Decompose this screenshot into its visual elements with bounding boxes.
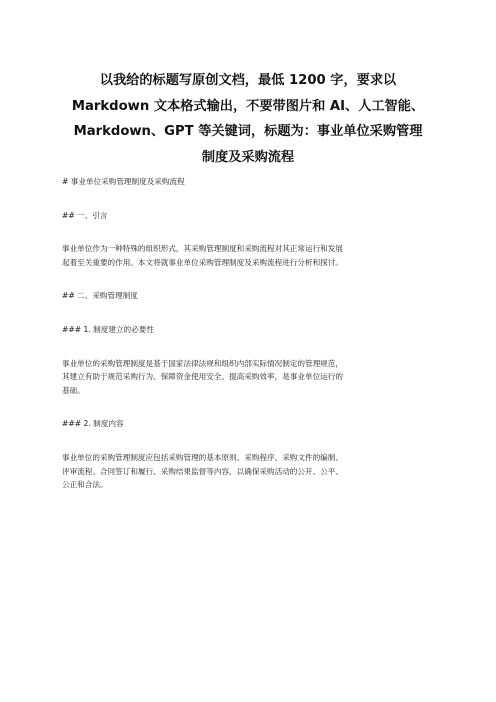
paragraph-intro xyxy=(62,242,440,269)
heading-h3-necessity xyxy=(62,323,440,337)
text-line: 其建立有助于规范采购行为、保障资金使用安全、提高采购效率，是事业单位运行的 xyxy=(62,372,343,382)
heading-h2-intro xyxy=(62,209,440,223)
text-line: ### 2. 制度内容 xyxy=(62,419,124,429)
title-line: 制度及采购流程 xyxy=(201,149,295,165)
text-line: ### 1. 制度建立的必要性 xyxy=(62,324,154,334)
title-line: Markdown、GPT 等关键词，标题为：事业单位采购管理 xyxy=(73,124,423,139)
text-line: 事业单位的采购管理制度是基于国家法律法规和组织内部实际情况制定的管理规范， xyxy=(62,358,343,368)
text-line: ## 二、采购管理制度 xyxy=(62,291,138,301)
text-line: ## 一、引言 xyxy=(62,210,108,220)
heading-h2-system xyxy=(62,289,440,303)
document-body xyxy=(62,175,440,492)
document-title xyxy=(40,68,456,170)
heading-h1-markdown xyxy=(62,175,440,189)
heading-h3-content xyxy=(62,417,440,431)
text-line: 事业单位的采购管理制度应包括采购管理的基本原则、采购程序、采购文件的编制、 xyxy=(62,452,343,462)
text-line: 公正和合法。 xyxy=(62,480,108,490)
text-line: # 事业单位采购管理制度及采购流程 xyxy=(62,177,185,186)
text-line: 起着至关重要的作用。本文将就事业单位采购管理制度及采购流程进行分析和探讨。 xyxy=(62,257,343,267)
text-line: 事业单位作为一种特殊的组织形式，其采购管理制度和采购流程对其正常运行和发展 xyxy=(62,244,343,254)
paragraph-content xyxy=(62,451,440,492)
title-line: 以我给的标题写原创文档，最低 1200 字，要求以 xyxy=(99,73,397,88)
text-line: 基础。 xyxy=(62,385,85,395)
text-line: 评审流程、合同签订和履行、采购结果监督等内容，以确保采购活动的公开、公平、 xyxy=(62,466,343,476)
paragraph-necessity xyxy=(62,357,440,398)
title-line: Markdown 文本格式输出，不要带图片和 AI、人工智能、 xyxy=(71,98,425,114)
